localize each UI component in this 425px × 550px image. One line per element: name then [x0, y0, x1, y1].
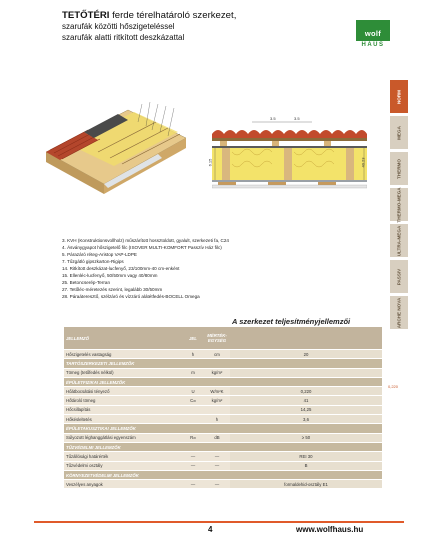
cell-unit: [204, 405, 230, 414]
logo-word: wolf: [364, 29, 382, 38]
table-row: [64, 480, 382, 489]
table-section-header: [64, 377, 382, 386]
cell-value: 41: [230, 396, 382, 405]
cell-name: Veszélyes anyagok: [64, 480, 164, 489]
cross-section-svg: [212, 108, 367, 194]
cell-symbol: —: [182, 461, 204, 470]
performance-table: [64, 327, 382, 489]
dim-top-label: 3.5: [270, 116, 276, 121]
cell-symbol: U: [182, 387, 204, 396]
cell-value: formaldehid-osztály E1: [230, 480, 382, 489]
cell-spacer: [164, 480, 182, 489]
cell-name: Tömeg (tetőfedés nélkül): [64, 368, 164, 377]
cell-name: Hőszigetelés vastagság: [64, 350, 164, 359]
table-section-header: [64, 442, 382, 451]
subtitle-2: szarufák alatti ritkított deszkázattal: [62, 33, 185, 42]
cell-spacer: [164, 415, 182, 424]
product-line-tabs: [390, 80, 408, 332]
header-sym: JEL: [182, 327, 204, 350]
website-link[interactable]: www.wolfhaus.hu: [296, 525, 364, 534]
cell-unit: —: [204, 452, 230, 461]
legend-item: 15. Ellenléc-lucfenyő, 50/50mm vagy 40/80mm: [62, 273, 158, 278]
side-tab-ultra-mega[interactable]: [390, 224, 408, 257]
cell-spacer: [164, 350, 182, 359]
cell-value: 0,220: [230, 387, 382, 396]
dim-mid-label: 3.5: [294, 116, 300, 121]
side-tab-arche-nova[interactable]: [390, 296, 408, 329]
footer-rule: [34, 521, 404, 523]
side-tab-label: MEGA: [396, 125, 402, 140]
cell-unit: —: [204, 480, 230, 489]
table-section-header: [64, 424, 382, 433]
cell-value: [230, 368, 382, 377]
side-tab-label: PASSIV: [396, 268, 402, 285]
table-row: [64, 396, 382, 405]
cell-unit: W/m²K: [204, 387, 230, 396]
side-tab-label: ULTRA-MEGA: [396, 225, 402, 256]
table-title: A szerkezet teljesítményjellemzői: [232, 317, 351, 326]
layer-legend: [62, 237, 362, 300]
cell-spacer: [164, 433, 182, 442]
table-row: [64, 387, 382, 396]
section-title: KÖRNYEZETVÉDELMI JELLEMZŐK: [64, 470, 382, 479]
cell-value: 20: [230, 350, 382, 359]
cell-symbol: Cₘ: [182, 396, 204, 405]
cell-unit: kg/m²: [204, 396, 230, 405]
cell-symbol: m: [182, 368, 204, 377]
cell-value: REI 30: [230, 452, 382, 461]
cell-unit: h: [204, 415, 230, 424]
dim-right-label: 40.23: [360, 157, 366, 168]
title-block: [62, 10, 342, 43]
cell-name: Hőcsillapítás: [64, 405, 164, 414]
legend-item: 14. Ritkított deszkázat-lucfenyő, 23/100mm-40 cm-enként: [62, 266, 180, 271]
cross-section-drawing: [207, 108, 367, 194]
side-tab-label: THERMO: [396, 158, 402, 179]
cell-value: 14,25: [230, 405, 382, 414]
cell-name: Tűzállósági határérték: [64, 452, 164, 461]
cell-symbol: h: [182, 350, 204, 359]
header-name: JELLEMZŐ: [64, 327, 164, 350]
table-row: [64, 461, 382, 470]
cell-name: Hőkésleltetés: [64, 415, 164, 424]
legend-item: 25. Betoncserép-Terran: [62, 280, 111, 285]
side-tab-thermo-mega[interactable]: [390, 188, 408, 221]
cell-spacer: [164, 461, 182, 470]
cell-value: 3,6: [230, 415, 382, 424]
table-section-header: [64, 359, 382, 368]
page-number: 4: [208, 525, 213, 534]
section-title: TŰZVÉDELMI JELLEMZŐK: [64, 442, 382, 451]
cell-unit: dB: [204, 433, 230, 442]
side-note: 0,220: [388, 384, 399, 389]
cell-spacer: [164, 387, 182, 396]
side-tab-label: THERMO-MEGA: [396, 186, 402, 223]
legend-item: 5. Párazáró réteg-Aristop VAP-LDPE: [62, 252, 137, 257]
table-row: [64, 433, 382, 442]
table-row: [64, 452, 382, 461]
logo-haus: HAUS: [361, 42, 385, 48]
table-row: [64, 405, 382, 414]
side-tab-mega[interactable]: [390, 116, 408, 149]
subtitle-1: szarufák közötti hőszigeteléssel: [62, 22, 175, 31]
cell-unit: —: [204, 461, 230, 470]
side-tab-label: NORM: [396, 89, 402, 104]
cell-value: B: [230, 461, 382, 470]
header-unit: MÉRTÉK-EGYSÉG: [204, 327, 230, 350]
cell-name: Hőátbocsátási tényező: [64, 387, 164, 396]
title-bold: TETŐTÉRI: [62, 10, 110, 21]
cell-spacer: [164, 368, 182, 377]
cell-spacer: [164, 452, 182, 461]
cell-unit: cm: [204, 350, 230, 359]
table-section-header: [64, 470, 382, 479]
cell-name: Tűzvédelmi osztály: [64, 461, 164, 470]
legend-item: 27. Tetőléc-méretezés szerint, legalább 30/50mm: [62, 287, 163, 292]
cell-symbol: Rₘ: [182, 433, 204, 442]
cell-symbol: —: [182, 452, 204, 461]
section-title: TARTÓSZERKEZETI JELLEMZŐK: [64, 359, 382, 368]
page-title: [62, 10, 342, 21]
legend-item: 28. Páraáteresztő, szélzáró és vízzáró alátétfedés-BOCELL Omega: [62, 294, 200, 299]
legend-item: 4. Ásványgyapot hőszigetelő filc (ISOVER MULTI-KOMFORT Passzív Ház filc): [62, 245, 222, 250]
cell-symbol: [182, 405, 204, 414]
legend-item: 7. Tűzgátló gipszkarton-Rigips: [62, 259, 124, 264]
title-rest: ferde térelhatároló szerkezet,: [109, 10, 237, 21]
cell-symbol: —: [182, 480, 204, 489]
side-tab-passiv[interactable]: [390, 260, 408, 293]
cell-unit: kg/m²: [204, 368, 230, 377]
section-title: ÉPÜLETAKUSZTIKAI JELLEMZŐK: [64, 424, 382, 433]
section-title: ÉPÜLETFIZIKAI JELLEMZŐK: [64, 377, 382, 386]
cell-spacer: [164, 396, 182, 405]
side-tab-norm[interactable]: [390, 80, 408, 113]
wolf-haus-logo: [356, 20, 390, 50]
side-tab-thermo[interactable]: [390, 152, 408, 185]
table-row: [64, 368, 382, 377]
cell-spacer: [164, 405, 182, 414]
table-row: [64, 350, 382, 359]
header-value: [230, 327, 382, 350]
side-tab-label: ARCHE NOVA: [396, 297, 402, 328]
dim-left-label: 6.15: [207, 158, 213, 167]
legend-item: 3. KVH (Konstruktionsvollholz) műszárított hossztoldott, gyalult, szerkezeti fa, C24: [62, 238, 229, 243]
table-row: [64, 415, 382, 424]
roof-3d-illustration: [38, 92, 188, 197]
cell-value: ≥ 50: [230, 433, 382, 442]
cell-name: Súlyozott léghanggátlási egyenszám: [64, 433, 164, 442]
cell-name: Hőtároló tömeg: [64, 396, 164, 405]
cell-symbol: [182, 415, 204, 424]
